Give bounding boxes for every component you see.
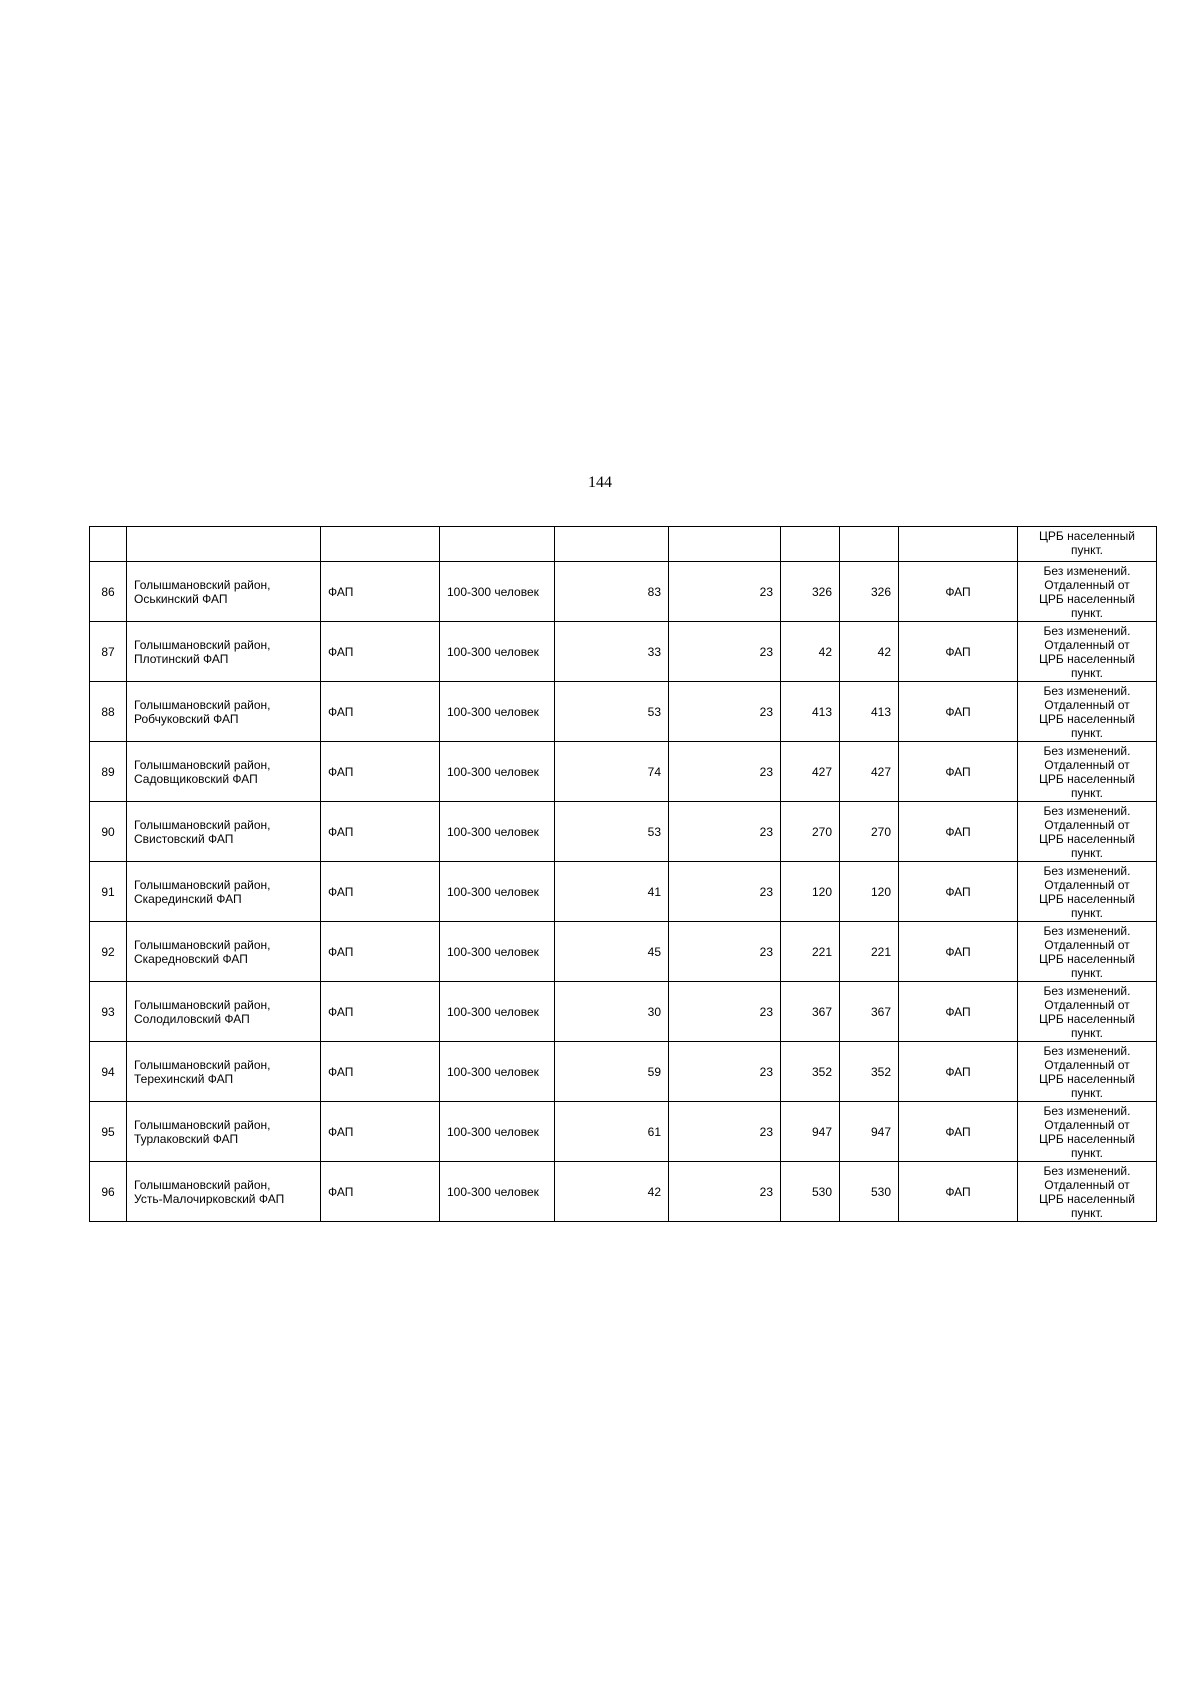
- note-line: пункт.: [1070, 605, 1103, 620]
- cell-value-4: 221: [840, 922, 899, 982]
- note-line: Отдаленный от: [1044, 697, 1130, 712]
- note-line: ЦРБ населенный: [1039, 529, 1135, 543]
- facility-name: Турлаковский ФАП: [134, 1131, 239, 1146]
- cell-type: ФАП: [321, 982, 440, 1042]
- cell-value-2: 23: [669, 922, 781, 982]
- note-line: Отдаленный от: [1044, 1177, 1130, 1192]
- cell-type: ФАП: [321, 1162, 440, 1222]
- cell-range: [440, 527, 555, 562]
- cell-num: 86: [90, 562, 127, 622]
- cell-num: 96: [90, 1162, 127, 1222]
- note-line: Без изменений.: [1043, 623, 1131, 638]
- note-line: Без изменений.: [1043, 923, 1131, 938]
- cell-name: [127, 922, 321, 982]
- district-name: Голышмановский район,: [134, 697, 271, 712]
- cell-name: [127, 982, 321, 1042]
- cell-kind: ФАП: [899, 1102, 1018, 1162]
- note-line: Без изменений.: [1043, 743, 1131, 758]
- cell-range: 100-300 человек: [440, 1042, 555, 1102]
- cell-value-3: 221: [781, 922, 840, 982]
- note-line: Без изменений.: [1043, 863, 1131, 878]
- district-name: Голышмановский район,: [134, 1177, 271, 1192]
- note-line: Отдаленный от: [1044, 577, 1130, 592]
- cell-kind: ФАП: [899, 1162, 1018, 1222]
- note-line: ЦРБ населенный: [1039, 651, 1135, 666]
- cell-value-3: 270: [781, 802, 840, 862]
- page-number: 144: [588, 474, 612, 491]
- cell-value-4: 120: [840, 862, 899, 922]
- district-name: Голышмановский район,: [134, 937, 271, 952]
- table-row: [90, 1042, 1157, 1102]
- table-row: [90, 742, 1157, 802]
- district-name: Голышмановский район,: [134, 1117, 271, 1132]
- cell-kind: ФАП: [899, 862, 1018, 922]
- note-line: Отдаленный от: [1044, 997, 1130, 1012]
- cell-note: [1018, 1102, 1157, 1162]
- cell-value-1: 53: [555, 802, 669, 862]
- cell-kind: ФАП: [899, 802, 1018, 862]
- cell-value-3: 326: [781, 562, 840, 622]
- note-line: пункт.: [1070, 543, 1103, 557]
- note-line: пункт.: [1070, 1205, 1103, 1220]
- table-row: [90, 562, 1157, 622]
- note-line: Без изменений.: [1043, 683, 1131, 698]
- cell-kind: ФАП: [899, 1042, 1018, 1102]
- cell-kind: ФАП: [899, 742, 1018, 802]
- cell-range: 100-300 человек: [440, 1102, 555, 1162]
- cell-value-3: 530: [781, 1162, 840, 1222]
- cell-name: [127, 802, 321, 862]
- cell-num: 92: [90, 922, 127, 982]
- note-line: пункт.: [1070, 845, 1103, 860]
- facility-name: Скаредновский ФАП: [134, 951, 248, 966]
- note-line: пункт.: [1070, 965, 1103, 980]
- note-line: пункт.: [1070, 725, 1103, 740]
- table-row: [90, 982, 1157, 1042]
- note-line: пункт.: [1070, 785, 1103, 800]
- cell-num: 87: [90, 622, 127, 682]
- cell-value-4: 530: [840, 1162, 899, 1222]
- district-name: Голышмановский район,: [134, 1057, 271, 1072]
- table-row: [90, 862, 1157, 922]
- cell-note: [1018, 682, 1157, 742]
- cell-note: [1018, 527, 1157, 562]
- note-line: ЦРБ населенный: [1039, 891, 1135, 906]
- cell-value-3: 413: [781, 682, 840, 742]
- note-line: ЦРБ населенный: [1039, 711, 1135, 726]
- cell-value-2: 23: [669, 622, 781, 682]
- cell-range: 100-300 человек: [440, 802, 555, 862]
- cell-value-1: 42: [555, 1162, 669, 1222]
- cell-value-4: 352: [840, 1042, 899, 1102]
- note-line: Отдаленный от: [1044, 817, 1130, 832]
- cell-range: 100-300 человек: [440, 622, 555, 682]
- cell-type: ФАП: [321, 802, 440, 862]
- table-row: [90, 622, 1157, 682]
- cell-value-1: 53: [555, 682, 669, 742]
- cell-value-4: [840, 527, 899, 562]
- note-line: ЦРБ населенный: [1039, 1131, 1135, 1146]
- note-line: ЦРБ населенный: [1039, 591, 1135, 606]
- note-line: Без изменений.: [1043, 1163, 1131, 1178]
- cell-value-1: 83: [555, 562, 669, 622]
- cell-value-1: 33: [555, 622, 669, 682]
- cell-type: ФАП: [321, 682, 440, 742]
- note-line: пункт.: [1070, 1085, 1103, 1100]
- cell-name: [127, 1102, 321, 1162]
- district-name: Голышмановский район,: [134, 637, 271, 652]
- note-line: ЦРБ населенный: [1039, 951, 1135, 966]
- district-name: Голышмановский район,: [134, 577, 271, 592]
- cell-num: 89: [90, 742, 127, 802]
- cell-name: [127, 622, 321, 682]
- note-line: пункт.: [1070, 905, 1103, 920]
- cell-range: 100-300 человек: [440, 682, 555, 742]
- cell-value-2: 23: [669, 1102, 781, 1162]
- note-line: Без изменений.: [1043, 803, 1131, 818]
- cell-range: 100-300 человек: [440, 1162, 555, 1222]
- cell-value-2: 23: [669, 982, 781, 1042]
- cell-value-4: 326: [840, 562, 899, 622]
- cell-kind: [899, 527, 1018, 562]
- cell-kind: ФАП: [899, 982, 1018, 1042]
- note-line: ЦРБ населенный: [1039, 771, 1135, 786]
- cell-range: 100-300 человек: [440, 862, 555, 922]
- cell-num: 91: [90, 862, 127, 922]
- cell-num: [90, 527, 127, 562]
- cell-value-4: 270: [840, 802, 899, 862]
- cell-type: ФАП: [321, 562, 440, 622]
- facilities-table: [89, 526, 1157, 1222]
- table-row: [90, 1162, 1157, 1222]
- note-line: Без изменений.: [1043, 563, 1131, 578]
- district-name: Голышмановский район,: [134, 877, 271, 892]
- facility-name: Робчуковский ФАП: [134, 711, 239, 726]
- district-name: Голышмановский район,: [134, 817, 271, 832]
- cell-type: ФАП: [321, 1042, 440, 1102]
- cell-note: [1018, 622, 1157, 682]
- cell-value-3: 42: [781, 622, 840, 682]
- facility-name: Солодиловский ФАП: [134, 1011, 250, 1026]
- table-row: [90, 682, 1157, 742]
- cell-name: [127, 1042, 321, 1102]
- cell-note: [1018, 562, 1157, 622]
- cell-value-1: 41: [555, 862, 669, 922]
- district-name: Голышмановский район,: [134, 757, 271, 772]
- cell-type: ФАП: [321, 862, 440, 922]
- facility-name: Усть-Малочирковский ФАП: [134, 1191, 285, 1206]
- cell-value-2: 23: [669, 682, 781, 742]
- cell-name: [127, 562, 321, 622]
- note-line: пункт.: [1070, 665, 1103, 680]
- note-line: ЦРБ населенный: [1039, 1011, 1135, 1026]
- cell-type: [321, 527, 440, 562]
- cell-value-1: 45: [555, 922, 669, 982]
- cell-value-2: 23: [669, 1162, 781, 1222]
- cell-value-3: 367: [781, 982, 840, 1042]
- cell-note: [1018, 922, 1157, 982]
- cell-name: [127, 1162, 321, 1222]
- cell-value-3: 427: [781, 742, 840, 802]
- table-row: [90, 802, 1157, 862]
- cell-range: 100-300 человек: [440, 982, 555, 1042]
- note-line: ЦРБ населенный: [1039, 1071, 1135, 1086]
- note-line: Отдаленный от: [1044, 1117, 1130, 1132]
- note-line: пункт.: [1070, 1145, 1103, 1160]
- facility-name: Терехинский ФАП: [134, 1071, 234, 1086]
- cell-type: ФАП: [321, 1102, 440, 1162]
- facility-name: Свистовский ФАП: [134, 831, 234, 846]
- facility-name: Скарединский ФАП: [134, 891, 242, 906]
- cell-range: 100-300 человек: [440, 922, 555, 982]
- note-line: Отдаленный от: [1044, 877, 1130, 892]
- table-body: [90, 527, 1157, 1222]
- cell-value-3: 120: [781, 862, 840, 922]
- cell-name: [127, 862, 321, 922]
- district-name: Голышмановский район,: [134, 997, 271, 1012]
- note-line: Отдаленный от: [1044, 937, 1130, 952]
- note-line: Отдаленный от: [1044, 757, 1130, 772]
- facility-name: Плотинский ФАП: [134, 651, 229, 666]
- cell-num: 88: [90, 682, 127, 742]
- cell-value-1: 30: [555, 982, 669, 1042]
- note-line: Без изменений.: [1043, 983, 1131, 998]
- cell-name: [127, 742, 321, 802]
- cell-value-4: 413: [840, 682, 899, 742]
- cell-type: ФАП: [321, 742, 440, 802]
- cell-value-1: 61: [555, 1102, 669, 1162]
- cell-range: 100-300 человек: [440, 742, 555, 802]
- cell-value-2: 23: [669, 862, 781, 922]
- cell-num: 94: [90, 1042, 127, 1102]
- cell-name: [127, 682, 321, 742]
- note-line: ЦРБ населенный: [1039, 831, 1135, 846]
- cell-value-2: 23: [669, 1042, 781, 1102]
- note-line: Без изменений.: [1043, 1103, 1131, 1118]
- table-row-continued: [90, 527, 1157, 562]
- cell-type: ФАП: [321, 922, 440, 982]
- cell-num: 95: [90, 1102, 127, 1162]
- cell-note: [1018, 802, 1157, 862]
- cell-note: [1018, 1162, 1157, 1222]
- cell-value-4: 947: [840, 1102, 899, 1162]
- cell-value-3: 947: [781, 1102, 840, 1162]
- cell-value-4: 427: [840, 742, 899, 802]
- cell-note: [1018, 742, 1157, 802]
- note-line: ЦРБ населенный: [1039, 1191, 1135, 1206]
- note-line: пункт.: [1070, 1025, 1103, 1040]
- cell-note: [1018, 862, 1157, 922]
- facility-name: Садовщиковский ФАП: [134, 771, 258, 786]
- cell-note: [1018, 1042, 1157, 1102]
- cell-value-4: 42: [840, 622, 899, 682]
- cell-kind: ФАП: [899, 682, 1018, 742]
- cell-value-1: [555, 527, 669, 562]
- facility-name: Оськинский ФАП: [134, 591, 228, 606]
- note-line: Без изменений.: [1043, 1043, 1131, 1058]
- table-row: [90, 922, 1157, 982]
- cell-value-2: 23: [669, 742, 781, 802]
- cell-note: [1018, 982, 1157, 1042]
- cell-value-1: 74: [555, 742, 669, 802]
- cell-value-3: 352: [781, 1042, 840, 1102]
- cell-kind: ФАП: [899, 922, 1018, 982]
- cell-name: [127, 527, 321, 562]
- note-line: Отдаленный от: [1044, 637, 1130, 652]
- cell-kind: ФАП: [899, 622, 1018, 682]
- cell-value-1: 59: [555, 1042, 669, 1102]
- cell-value-3: [781, 527, 840, 562]
- cell-value-4: 367: [840, 982, 899, 1042]
- cell-value-2: 23: [669, 562, 781, 622]
- cell-range: 100-300 человек: [440, 562, 555, 622]
- cell-num: 90: [90, 802, 127, 862]
- cell-kind: ФАП: [899, 562, 1018, 622]
- note-line: Отдаленный от: [1044, 1057, 1130, 1072]
- cell-type: ФАП: [321, 622, 440, 682]
- cell-value-2: [669, 527, 781, 562]
- cell-value-2: 23: [669, 802, 781, 862]
- cell-num: 93: [90, 982, 127, 1042]
- table-row: [90, 1102, 1157, 1162]
